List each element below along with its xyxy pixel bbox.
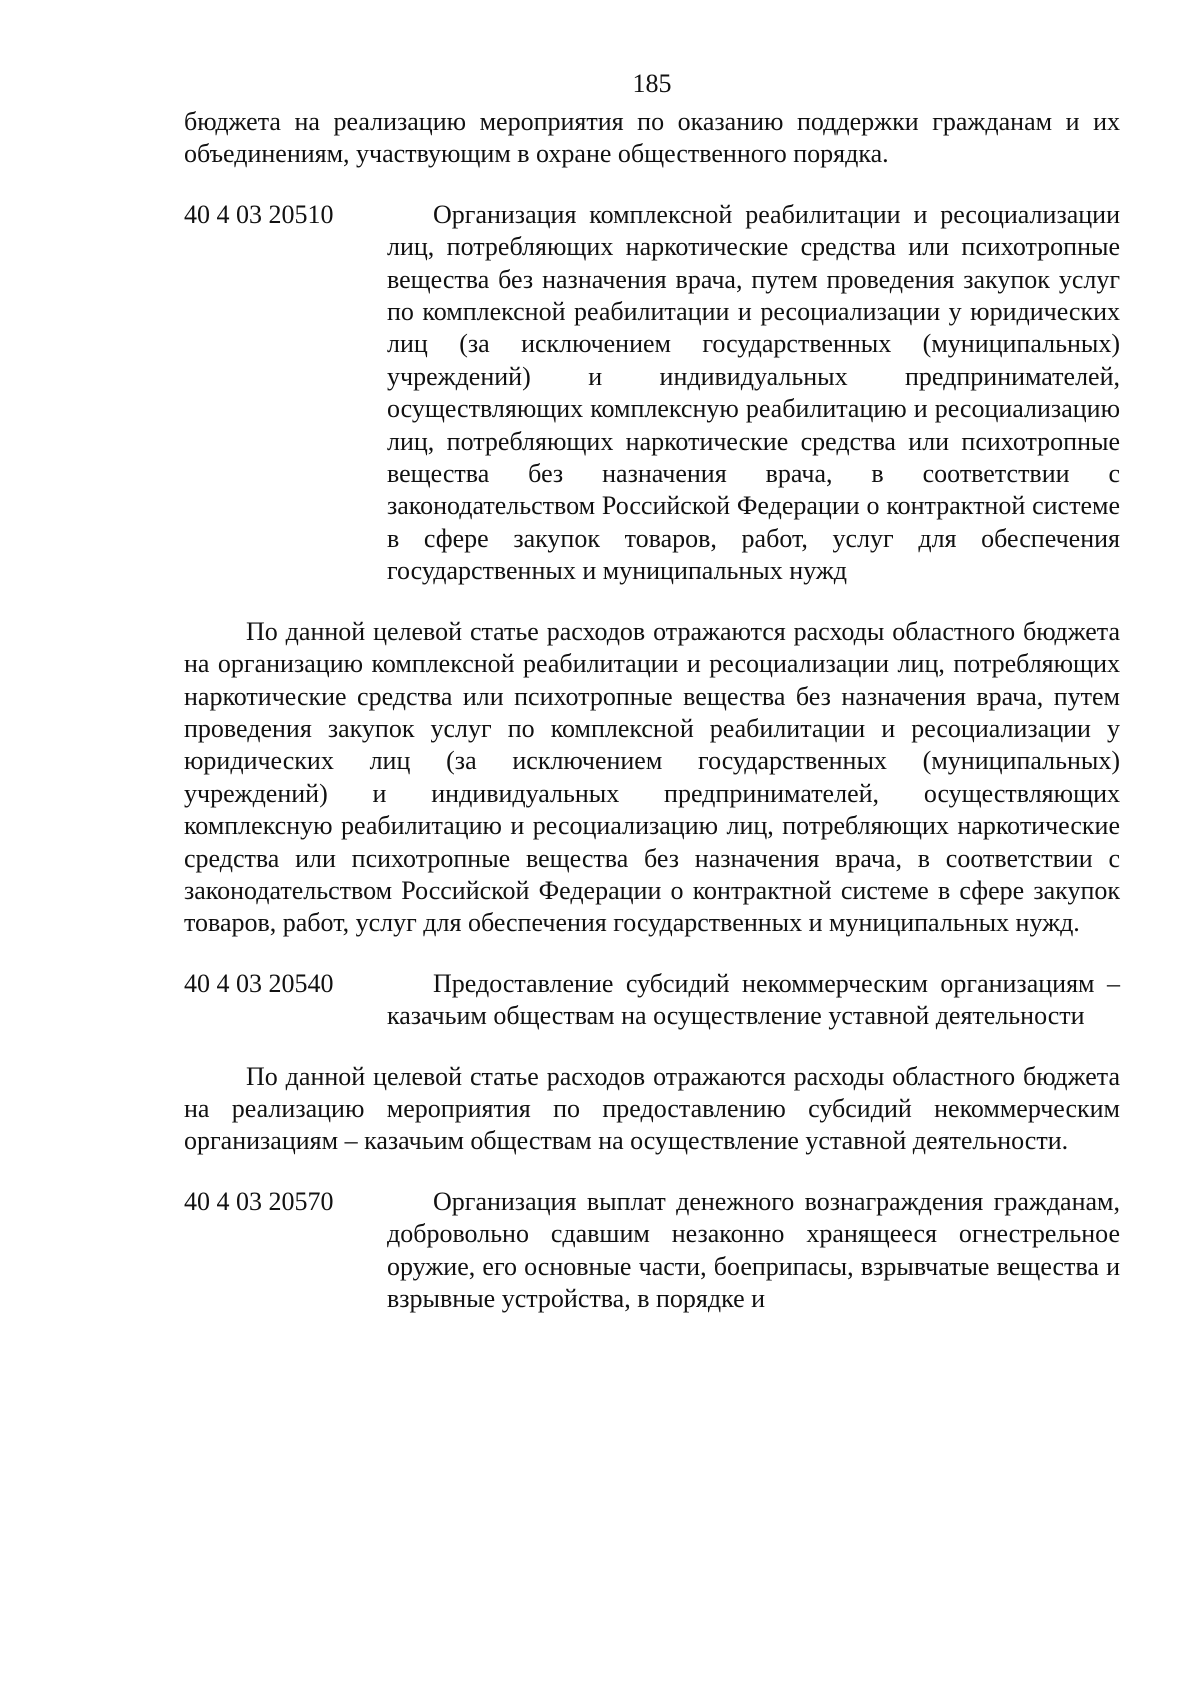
paragraph-description-20510: По данной целевой статье расходов отражаются расходы областного бюджета на организацию комплексной реабилитации и ресоциализации лиц, потребляющих наркотические средства или психотропные вещества без назначения врача, путем проведения закупок услуг по комплексной реабилитации и ресоциализации у юридических лиц (за исключением государственных (муниципальных) учреждений) и индивидуальных предпринимателей, осуществляющих комплексную реабилитацию и ресоциализацию лиц, потребляющих наркотические средства или психотропные вещества без назначения врача, в соответствии с законодательством Российской Федерации о контрактной системе в сфере закупок товаров, работ, услуг для обеспечения государственных и муниципальных нужд. bbox=[184, 616, 1120, 938]
entry-code: 40 4 03 20570 bbox=[184, 1186, 334, 1216]
entry-code: 40 4 03 20540 bbox=[184, 968, 334, 998]
paragraph-description-20540: По данной целевой статье расходов отражаются расходы областного бюджета на реализацию мероприятия по предоставлению субсидий некоммерческим организациям – казачьим обществам на осуществление уставной деятельности. bbox=[184, 1061, 1120, 1156]
budget-entry-20540 bbox=[184, 968, 1120, 1033]
entry-code: 40 4 03 20510 bbox=[184, 199, 334, 229]
page-number: 185 bbox=[632, 69, 672, 98]
entry-title: Предоставление субсидий некоммерческим организациям – казачьим обществам на осуществление уставной деятельности bbox=[387, 968, 1120, 1031]
spacer bbox=[184, 588, 1120, 616]
document-page bbox=[184, 68, 1120, 1315]
budget-entry-20570 bbox=[184, 1186, 1120, 1316]
spacer bbox=[184, 940, 1120, 968]
spacer bbox=[184, 1158, 1120, 1186]
entry-title: Организация комплексной реабилитации и ресоциализации лиц, потребляющих наркотические средства или психотропные вещества без назначения врача, путем проведения закупок услуг по комплексной реабилитации и ресоциализации у юридических лиц (за исключением государственных (муниципальных) учреждений) и индивидуальных предпринимателей, осуществляющих комплексную реабилитацию и ресоциализацию лиц, потребляющих наркотические средства или психотропные вещества без назначения врача, в соответствии с законодательством Российской Федерации о контрактной системе в сфере закупок товаров, работ, услуг для обеспечения государственных и муниципальных нужд bbox=[387, 199, 1120, 586]
budget-entry-20510 bbox=[184, 199, 1120, 588]
spacer bbox=[184, 1033, 1120, 1061]
entry-title: Организация выплат денежного вознаграждения гражданам, добровольно сдавшим незаконно хранящееся огнестрельное оружие, его основные части, боеприпасы, взрывчатые вещества и взрывные устройства, в порядке и bbox=[387, 1186, 1120, 1313]
spacer bbox=[184, 171, 1120, 199]
paragraph-continuation: бюджета на реализацию мероприятия по оказанию поддержки гражданам и их объединениям, участвующим в охране общественного порядка. bbox=[184, 107, 1120, 169]
